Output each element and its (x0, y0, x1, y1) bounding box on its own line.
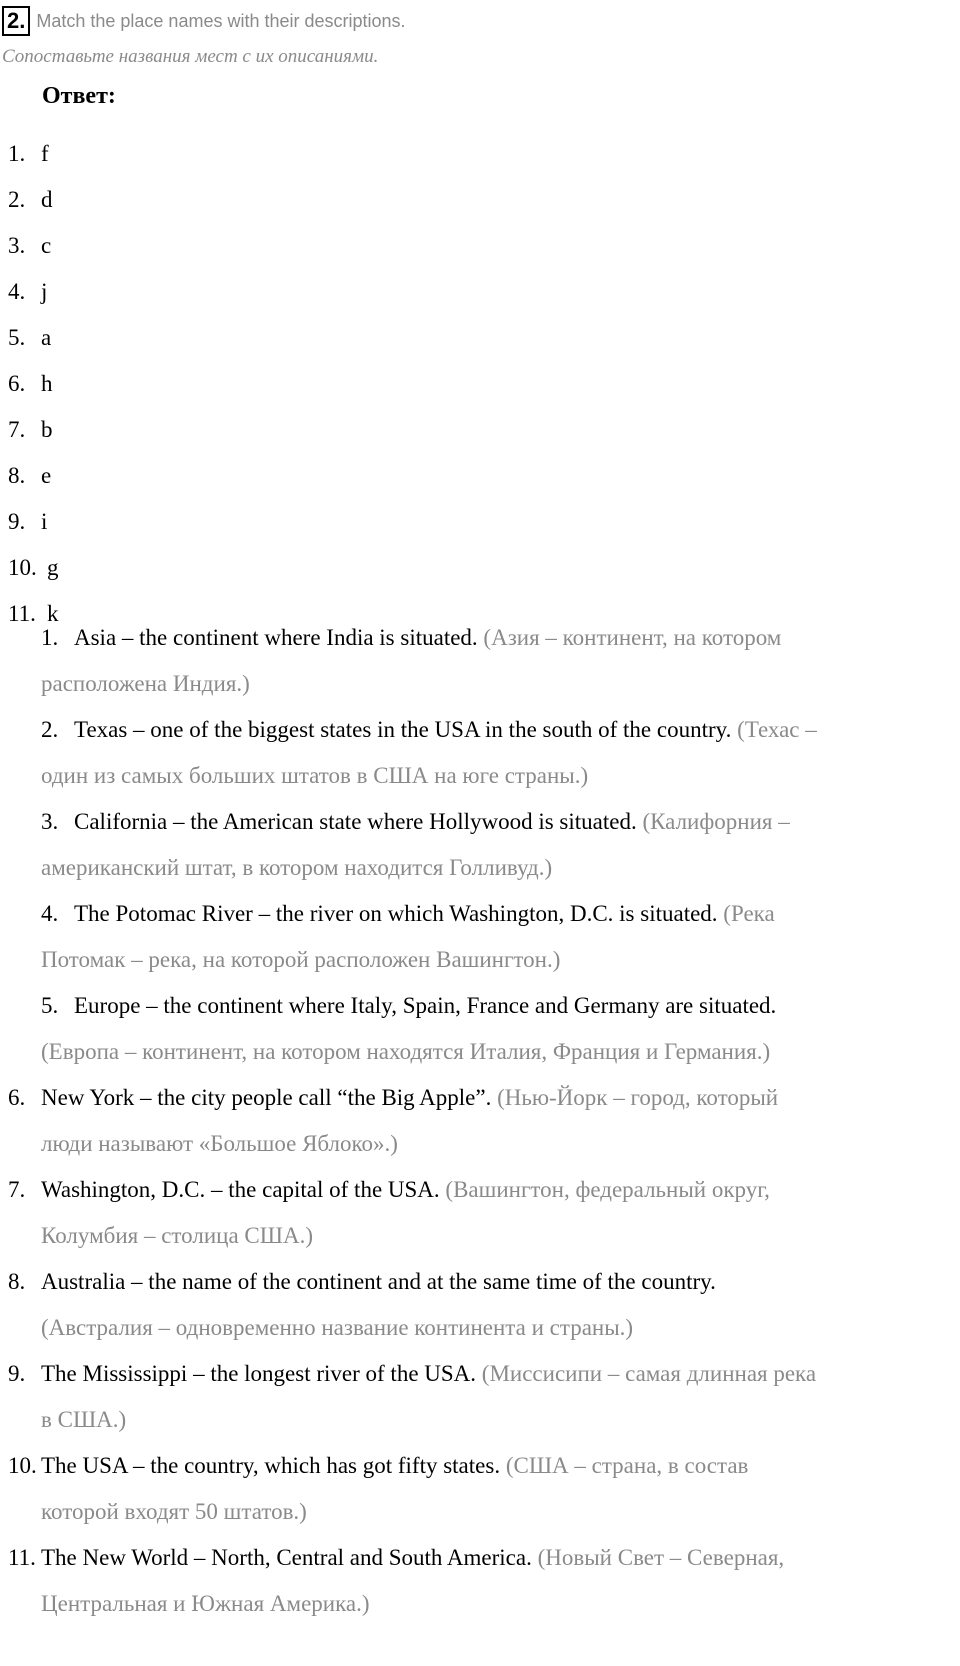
task-translation: Сопоставьте названия мест с их описаниями. (2, 46, 379, 67)
answer-letter: d (41, 187, 53, 212)
answer-number: 7. (8, 417, 26, 442)
description-item (0, 1167, 960, 1259)
description-item (0, 1535, 960, 1627)
answer-row (0, 315, 960, 361)
description-item (0, 799, 960, 891)
answer-row (0, 453, 960, 499)
answer-number: 11. (8, 601, 36, 626)
description-russian: (Новый Свет – Северная, (537, 1545, 785, 1570)
answer-letter: i (41, 509, 48, 534)
description-russian-continued: (Австралия – одновременно название континента и страны.) (41, 1315, 634, 1340)
answer-letter: a (41, 325, 52, 350)
description-number: 3. (41, 809, 59, 834)
description-russian-continued: (Европа – континент, на котором находятся Италия, Франция и Германия.) (41, 1039, 771, 1064)
description-item (0, 1443, 960, 1535)
description-english: The USA – the country, which has got fifty states. (41, 1453, 501, 1478)
description-russian-continued: американский штат, в котором находится Голливуд.) (41, 855, 553, 880)
description-russian-continued: в США.) (41, 1407, 127, 1432)
description-russian: (Миссисипи – самая длинная река (481, 1361, 817, 1386)
description-number: 5. (41, 993, 59, 1018)
description-item (0, 1259, 960, 1351)
description-number: 6. (8, 1085, 26, 1110)
answer-letter: j (41, 279, 48, 304)
answer-row (0, 223, 960, 269)
answer-letter: c (41, 233, 52, 258)
descriptions-list (0, 615, 960, 1627)
description-russian: (США – страна, в состав (505, 1453, 749, 1478)
description-item (0, 983, 960, 1075)
description-item (0, 891, 960, 983)
answer-title: Ответ: (42, 83, 116, 109)
description-number: 8. (8, 1269, 26, 1294)
answer-number: 1. (8, 141, 26, 166)
answers-list (0, 131, 960, 637)
task-number: 2. (2, 6, 30, 36)
answer-row (0, 545, 960, 591)
answer-number: 8. (8, 463, 26, 488)
description-russian: (Нью-Йорк – город, который (497, 1085, 779, 1110)
answer-row (0, 269, 960, 315)
description-russian-continued: которой входят 50 штатов.) (41, 1499, 307, 1524)
description-english: New York – the city people call “the Big Apple”. (41, 1085, 492, 1110)
description-english: Asia – the continent where India is situated. (74, 625, 478, 650)
answer-number: 2. (8, 187, 26, 212)
task-instruction: Match the place names with their descriptions. (36, 10, 406, 31)
answer-number: 10. (8, 555, 37, 580)
description-number: 7. (8, 1177, 26, 1202)
answer-letter: e (41, 463, 52, 488)
description-russian: (Вашингтон, федеральный округ, (445, 1177, 770, 1202)
answer-number: 5. (8, 325, 26, 350)
answer-letter: g (47, 555, 59, 580)
description-english: The Mississippi – the longest river of the USA. (41, 1361, 477, 1386)
description-russian-continued: Центральная и Южная Америка.) (41, 1591, 370, 1616)
description-english: Europe – the continent where Italy, Spain, France and Germany are situated. (74, 993, 777, 1018)
description-russian: (Калифорния – (642, 809, 790, 834)
description-russian: (Техас – (737, 717, 817, 742)
task-header (2, 4, 406, 38)
answer-number: 9. (8, 509, 26, 534)
answer-letter: h (41, 371, 53, 396)
answer-letter: k (47, 601, 59, 626)
description-number: 9. (8, 1361, 26, 1386)
answer-letter: b (41, 417, 53, 442)
answer-number: 6. (8, 371, 26, 396)
description-item (0, 707, 960, 799)
answer-row (0, 407, 960, 453)
description-english: The New World – North, Central and South America. (41, 1545, 532, 1570)
answer-row (0, 177, 960, 223)
description-english: Australia – the name of the continent and at the same time of the country. (41, 1269, 716, 1294)
answer-number: 3. (8, 233, 26, 258)
description-english: Texas – one of the biggest states in the USA in the south of the country. (74, 717, 732, 742)
description-russian-continued: один из самых больших штатов в США на юге страны.) (41, 763, 589, 788)
description-number: 11. (8, 1545, 36, 1570)
description-item (0, 1075, 960, 1167)
description-number: 2. (41, 717, 59, 742)
description-russian-continued: Потомак – река, на которой расположен Вашингтон.) (41, 947, 561, 972)
answer-row (0, 131, 960, 177)
description-item (0, 1351, 960, 1443)
answer-letter: f (41, 141, 49, 166)
description-number: 10. (8, 1453, 37, 1478)
description-number: 1. (41, 625, 59, 650)
description-item (0, 615, 960, 707)
description-russian: (Азия – континент, на котором (483, 625, 782, 650)
answer-row (0, 361, 960, 407)
answer-row (0, 499, 960, 545)
description-russian: (Река (723, 901, 775, 926)
description-english: Washington, D.C. – the capital of the USA. (41, 1177, 440, 1202)
description-russian-continued: расположена Индия.) (41, 671, 250, 696)
description-number: 4. (41, 901, 59, 926)
description-russian-continued: люди называют «Большое Яблоко».) (41, 1131, 398, 1156)
description-russian-continued: Колумбия – столица США.) (41, 1223, 313, 1248)
answer-number: 4. (8, 279, 26, 304)
description-english: California – the American state where Hollywood is situated. (74, 809, 637, 834)
description-english: The Potomac River – the river on which Washington, D.C. is situated. (74, 901, 718, 926)
